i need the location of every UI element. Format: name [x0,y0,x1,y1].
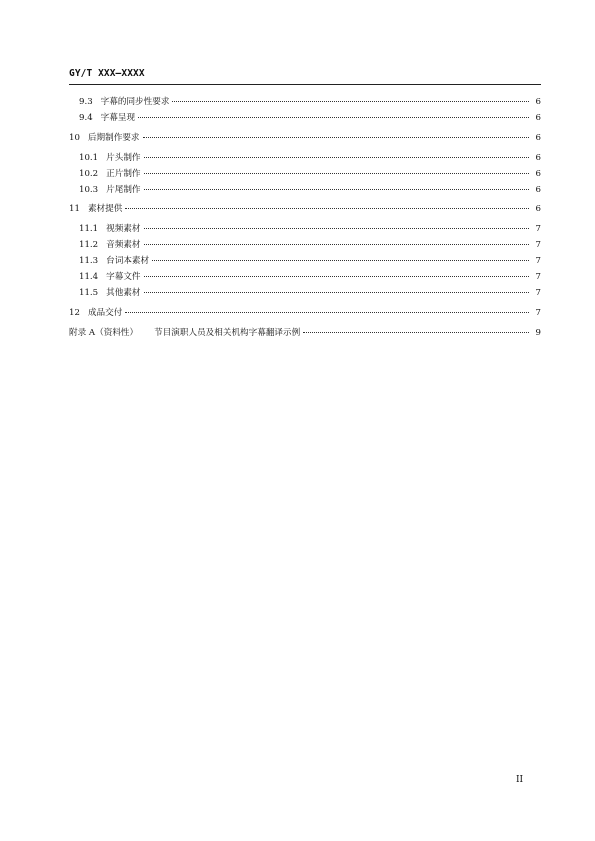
toc-entry-page: 6 [535,153,541,163]
toc-entry-number: 11.5 [79,288,99,298]
toc-entry[interactable] [79,238,541,252]
toc-entry-number: 10.2 [79,169,99,179]
toc-entry-page: 7 [535,272,541,282]
toc-entry[interactable] [79,222,541,236]
toc-entry-number: 10 [69,133,80,143]
toc-entry[interactable] [69,306,541,320]
toc-entry-number: 11.3 [79,256,99,266]
toc-entry-title: 片头制作 [106,153,141,163]
toc-entry-page: 7 [535,224,541,234]
toc-dot-leader [152,260,529,261]
toc-entry[interactable] [79,183,541,197]
toc-entry[interactable] [79,167,541,181]
toc-dot-leader [144,276,529,277]
toc-dot-leader [138,117,529,118]
toc-entry-page: 7 [535,256,541,266]
toc-entry[interactable] [69,131,541,145]
toc-entry-page: 7 [535,288,541,298]
toc-entry-page: 6 [535,133,541,143]
toc-entry[interactable] [79,95,541,109]
toc-entry[interactable] [79,286,541,300]
toc-entry-title: 素材提供 [87,204,123,214]
toc-entry-page: 7 [535,308,541,318]
page-number: II [516,775,524,785]
toc-entry-page: 7 [535,240,541,250]
toc-entry[interactable] [79,151,541,165]
toc-entry-number: 11.1 [79,224,99,234]
toc-entry-page: 6 [535,97,541,107]
toc-entry-title: 片尾制作 [106,185,141,195]
toc-entry-title: 台词本素材 [106,256,150,266]
toc-entry-number: 10.1 [79,153,99,163]
toc-dot-leader [144,189,529,190]
toc-entry-page: 6 [535,185,541,195]
toc-entry-page: 6 [535,169,541,179]
toc-dot-leader [143,137,529,138]
toc-entry-number: 11.4 [79,272,99,282]
toc-dot-leader [144,292,529,293]
toc-entry-number: 10.3 [79,185,99,195]
toc-entry[interactable] [69,202,541,216]
toc-dot-leader [125,312,529,313]
toc-entry-title: 节目演职人员及相关机构字幕翻译示例 [154,328,301,338]
toc-dot-leader [172,101,529,102]
toc-entry-title: 字幕的同步性要求 [100,97,170,107]
toc-entry-number: 11.2 [79,240,99,250]
toc-entry-number: 附录 A（资料性） [69,328,139,338]
toc-dot-leader [125,208,529,209]
toc-entry-number: 9.4 [79,113,93,123]
toc-dot-leader [144,244,529,245]
toc-entry[interactable] [79,270,541,284]
toc-entry-number: 11 [69,204,80,214]
document-code: GY/T XXX—XXXX [69,68,145,79]
toc-dot-leader [144,157,529,158]
toc-entry-appendix[interactable] [69,326,541,340]
toc-dot-leader [144,228,529,229]
toc-dot-leader [144,173,529,174]
toc-entry-title: 后期制作要求 [87,133,140,143]
toc-entry-title: 视频素材 [106,224,141,234]
toc-dot-leader [303,332,529,333]
toc-entry[interactable] [79,111,541,125]
toc-entry-number: 9.3 [79,97,93,107]
toc-entry-page: 6 [535,204,541,214]
toc-entry-title: 正片制作 [106,169,141,179]
toc-entry-title: 字幕呈现 [100,113,136,123]
toc-entry-page: 9 [535,328,541,338]
toc-entry[interactable] [79,254,541,268]
toc-entry-title: 其他素材 [106,288,141,298]
toc-entry-number: 12 [69,308,80,318]
toc-entry-page: 6 [535,113,541,123]
toc-entry-title: 字幕文件 [106,272,141,282]
toc-entry-title: 音频素材 [106,240,141,250]
toc-entry-title: 成品交付 [87,308,123,318]
